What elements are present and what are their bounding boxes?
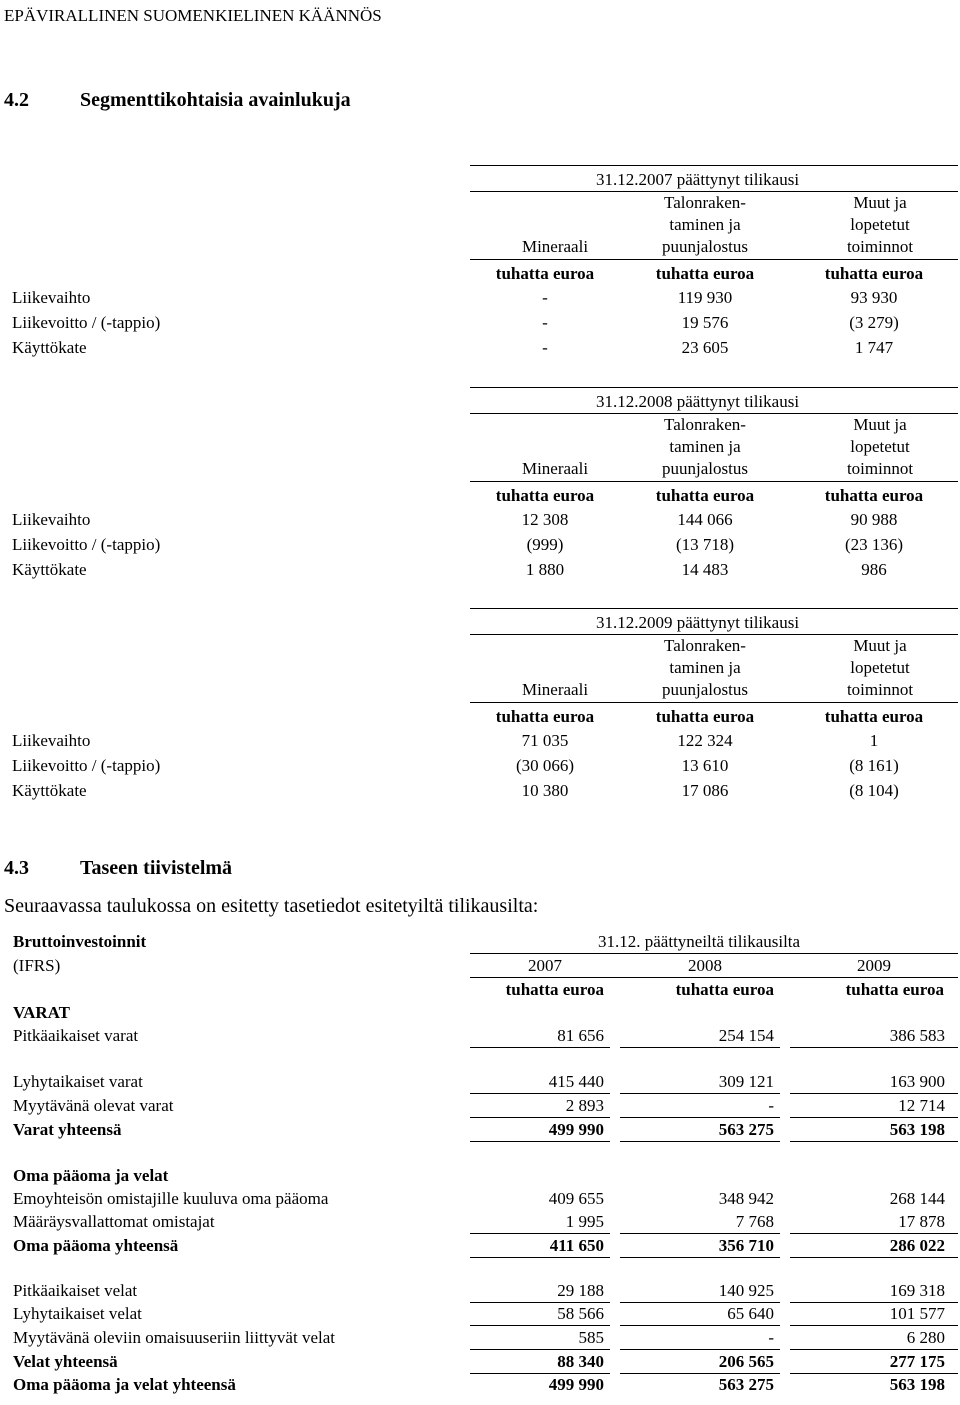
balance-row-value: 563 198	[889, 1375, 945, 1394]
balance-row-rule	[790, 1233, 958, 1234]
revenue-row-value: 144 066	[677, 510, 733, 529]
segment-top-rule	[470, 387, 958, 388]
segment-period: 31.12.2009 päättynyt tilikausi	[596, 613, 800, 632]
balance-row-label: Määräysvallattomat omistajat	[13, 1212, 215, 1231]
segment-row-label: Käyttökate	[12, 560, 87, 579]
balance-row-value: 563 198	[889, 1120, 945, 1139]
balance-row-rule	[790, 1117, 958, 1118]
segment-unit: tuhatta euroa	[495, 486, 595, 505]
segment-row-label: Liikevaihto	[12, 510, 91, 529]
balance-year-2007: 2007	[528, 956, 562, 975]
equity-heading: Oma pääoma ja velat	[13, 1166, 169, 1185]
col-header-mineral: Mineraali	[521, 459, 589, 478]
balance-row-value: 409 655	[548, 1189, 604, 1208]
revenue-row-value: 122 324	[677, 731, 733, 750]
balance-row-value: 65 640	[727, 1304, 774, 1323]
balance-label-line1: Bruttoinvestoinnit	[13, 932, 147, 951]
col-header-mineral: Mineraali	[521, 680, 589, 699]
balance-row-label: Emoyhteisön omistajille kuuluva oma pääoma	[13, 1189, 329, 1208]
segment-table-2008	[0, 382, 960, 602]
col-header-construction: puunjalostus	[662, 680, 748, 699]
segment-unit: tuhatta euroa	[655, 707, 755, 726]
balance-row-rule	[790, 1325, 958, 1326]
balance-row-value: 499 990	[548, 1375, 604, 1394]
balance-row-value: 277 175	[889, 1352, 945, 1371]
balance-row-value: 81 656	[557, 1026, 604, 1045]
balance-unit-2007: tuhatta euroa	[505, 980, 604, 999]
col-header-other: lopetetut	[850, 437, 910, 456]
segment-period-rule	[470, 191, 958, 192]
balance-row-value: 254 154	[718, 1026, 774, 1045]
segment-unit: tuhatta euroa	[824, 486, 924, 505]
balance-row-rule	[790, 1093, 958, 1094]
balance-row-rule	[620, 1117, 780, 1118]
segment-unit: tuhatta euroa	[824, 264, 924, 283]
balance-row-value: 563 275	[718, 1375, 774, 1394]
balance-row-value: 58 566	[557, 1304, 604, 1323]
balance-row-value: 386 583	[889, 1026, 945, 1045]
revenue-row-value: 90 988	[850, 510, 898, 529]
segment-unit: tuhatta euroa	[655, 486, 755, 505]
balance-row-rule	[470, 1141, 610, 1142]
col-header-other: toiminnot	[846, 459, 914, 478]
col-header-construction: Talonraken-	[664, 636, 746, 655]
balance-row-rule	[790, 1141, 958, 1142]
balance-row-rule	[620, 1141, 780, 1142]
segment-header-rule	[470, 481, 958, 482]
revenue-row-value: -	[542, 288, 548, 307]
balance-row-rule	[620, 1302, 780, 1303]
balance-row-label: Velat yhteensä	[13, 1352, 118, 1371]
balance-row-label: Lyhytaikaiset velat	[13, 1304, 142, 1323]
ebitda-row-value: (8 104)	[849, 781, 899, 800]
balance-row-rule	[470, 1349, 610, 1350]
col-header-other: toiminnot	[846, 237, 914, 256]
revenue-row-value: 93 930	[850, 288, 898, 307]
balance-period: 31.12. päättyneiltä tilikausilta	[598, 932, 801, 951]
revenue-row-value: 119 930	[677, 288, 733, 307]
balance-row-rule	[790, 1257, 958, 1258]
balance-row-value: -	[768, 1328, 774, 1347]
col-header-other: Muut ja	[853, 415, 907, 434]
balance-unit-2009: tuhatta euroa	[845, 980, 944, 999]
balance-row-value: 29 188	[557, 1281, 604, 1300]
ebitda-row-value: 986	[861, 560, 887, 579]
balance-row-rule	[620, 1373, 780, 1374]
assets-heading: VARAT	[13, 1003, 70, 1022]
segment-header-rule	[470, 702, 958, 703]
balance-unit-2008: tuhatta euroa	[675, 980, 774, 999]
balance-intro: Seuraavassa taulukossa on esitetty tasetiedot esitetyiltä tilikausilta:	[4, 895, 539, 917]
segment-unit: tuhatta euroa	[495, 264, 595, 283]
balance-row-rule	[620, 1233, 780, 1234]
balance-row-rule	[470, 1302, 610, 1303]
col-header-construction: taminen ja	[669, 437, 741, 456]
balance-row-value: 415 440	[548, 1072, 604, 1091]
operating-profit-row-value: 19 576	[681, 313, 729, 332]
balance-period-rule	[470, 953, 958, 954]
balance-row-label: Myytävänä olevat varat	[13, 1096, 174, 1115]
revenue-row-value: 71 035	[521, 731, 569, 750]
balance-row-rule	[470, 1325, 610, 1326]
revenue-row-value: 12 308	[521, 510, 569, 529]
operating-profit-row-value: -	[542, 313, 548, 332]
balance-row-rule	[790, 1349, 958, 1350]
balance-row-rule	[620, 1093, 780, 1094]
section-4-2-title: Segmenttikohtaisia avainlukuja	[80, 89, 351, 111]
segment-table-2009	[0, 603, 960, 823]
balance-row-rule	[470, 1047, 610, 1048]
ebitda-row-value: 14 483	[681, 560, 729, 579]
balance-row-value: 88 340	[557, 1352, 604, 1371]
section-4-2-number: 4.2	[4, 89, 29, 111]
col-header-construction: puunjalostus	[662, 237, 748, 256]
segment-period: 31.12.2008 päättynyt tilikausi	[596, 392, 800, 411]
operating-profit-row-value: (3 279)	[849, 313, 899, 332]
balance-row-value: 268 144	[889, 1189, 945, 1208]
balance-row	[0, 1236, 960, 1266]
operating-profit-row-value: (30 066)	[515, 756, 575, 775]
balance-row-label: Oma pääoma ja velat yhteensä	[13, 1375, 236, 1394]
balance-year-2009: 2009	[857, 956, 891, 975]
balance-row-rule	[620, 1257, 780, 1258]
balance-row	[0, 1375, 960, 1405]
operating-profit-row-value: (13 718)	[675, 535, 735, 554]
balance-row-value: 12 714	[898, 1096, 945, 1115]
balance-row-value: 140 925	[718, 1281, 774, 1300]
balance-row-rule	[790, 1047, 958, 1048]
balance-row-value: 499 990	[548, 1120, 604, 1139]
balance-year-rule	[470, 977, 958, 978]
balance-row-label: Varat yhteensä	[13, 1120, 122, 1139]
balance-row-value: 2 893	[565, 1096, 604, 1115]
col-header-construction: puunjalostus	[662, 459, 748, 478]
balance-row-rule	[470, 1093, 610, 1094]
balance-row-value: 286 022	[889, 1236, 945, 1255]
balance-row-value: 163 900	[889, 1072, 945, 1091]
segment-row-label: Liikevaihto	[12, 288, 91, 307]
balance-row-label: Myytävänä oleviin omaisuuseriin liittyvät velat	[13, 1328, 335, 1347]
balance-row-value: 169 318	[889, 1281, 945, 1300]
balance-row-value: 585	[578, 1328, 604, 1347]
col-header-construction: Talonraken-	[664, 193, 746, 212]
segment-row-label: Liikevoitto / (-tappio)	[12, 535, 161, 554]
segment-row-label: Käyttökate	[12, 338, 87, 357]
balance-row-label: Lyhytaikaiset varat	[13, 1072, 143, 1091]
balance-row-rule	[620, 1325, 780, 1326]
operating-profit-row-value: (8 161)	[849, 756, 899, 775]
balance-row-value: 206 565	[718, 1352, 774, 1371]
balance-row-value: 356 710	[718, 1236, 774, 1255]
balance-row-rule	[620, 1047, 780, 1048]
segment-unit: tuhatta euroa	[824, 707, 924, 726]
balance-row-label: Oma pääoma yhteensä	[13, 1236, 179, 1255]
segment-period: 31.12.2007 päättynyt tilikausi	[596, 170, 800, 189]
col-header-construction: taminen ja	[669, 215, 741, 234]
balance-row-value: 1 995	[565, 1212, 604, 1231]
balance-row-rule	[470, 1373, 610, 1374]
col-header-construction: Talonraken-	[664, 415, 746, 434]
segment-row-label: Liikevaihto	[12, 731, 91, 750]
balance-row-rule	[790, 1302, 958, 1303]
ebitda-row-value: 1 747	[854, 338, 894, 357]
balance-row-value: 6 280	[906, 1328, 945, 1347]
col-header-other: toiminnot	[846, 680, 914, 699]
balance-row	[0, 1026, 960, 1056]
col-header-other: lopetetut	[850, 658, 910, 677]
balance-row-rule	[470, 1233, 610, 1234]
balance-row-value: 348 942	[718, 1189, 774, 1208]
ebitda-row-value: 1 880	[525, 560, 565, 579]
revenue-row-value: 1	[869, 731, 879, 750]
operating-profit-row-value: (23 136)	[844, 535, 904, 554]
col-header-other: lopetetut	[850, 215, 910, 234]
ebitda-row-value: 17 086	[681, 781, 729, 800]
col-header-other: Muut ja	[853, 193, 907, 212]
segment-unit: tuhatta euroa	[495, 707, 595, 726]
balance-label-line2: (IFRS)	[13, 956, 61, 975]
segment-top-rule	[470, 165, 958, 166]
balance-year-2008: 2008	[688, 956, 722, 975]
operating-profit-row-value: 13 610	[681, 756, 729, 775]
balance-row-value: 411 650	[549, 1236, 604, 1255]
segment-period-rule	[470, 634, 958, 635]
ebitda-row-value: 10 380	[521, 781, 569, 800]
balance-row	[0, 1120, 960, 1150]
balance-row-rule	[790, 1373, 958, 1374]
balance-row-value: 309 121	[718, 1072, 774, 1091]
balance-row-value: 17 878	[898, 1212, 945, 1231]
segment-row-label: Liikevoitto / (-tappio)	[12, 756, 161, 775]
balance-row-rule	[470, 1117, 610, 1118]
balance-row-value: -	[768, 1096, 774, 1115]
balance-row-value: 563 275	[718, 1120, 774, 1139]
balance-row-label: Pitkäaikaiset velat	[13, 1281, 138, 1300]
segment-row-label: Liikevoitto / (-tappio)	[12, 313, 161, 332]
balance-row-label: Pitkäaikaiset varat	[13, 1026, 139, 1045]
unofficial-translation-note: EPÄVIRALLINEN SUOMENKIELINEN KÄÄNNÖS	[4, 6, 382, 25]
segment-table-2007	[0, 160, 960, 380]
col-header-other: Muut ja	[853, 636, 907, 655]
col-header-construction: taminen ja	[669, 658, 741, 677]
segment-header-rule	[470, 259, 958, 260]
segment-row-label: Käyttökate	[12, 781, 87, 800]
section-4-3-title: Taseen tiivistelmä	[80, 857, 233, 879]
segment-top-rule	[470, 608, 958, 609]
section-4-3-number: 4.3	[4, 857, 29, 879]
balance-row-value: 7 768	[735, 1212, 774, 1231]
segment-unit: tuhatta euroa	[655, 264, 755, 283]
balance-row-rule	[620, 1349, 780, 1350]
operating-profit-row-value: (999)	[526, 535, 564, 554]
ebitda-row-value: -	[542, 338, 548, 357]
ebitda-row-value: 23 605	[681, 338, 729, 357]
col-header-mineral: Mineraali	[521, 237, 589, 256]
balance-row-rule	[470, 1257, 610, 1258]
balance-row-value: 101 577	[889, 1304, 945, 1323]
segment-period-rule	[470, 413, 958, 414]
